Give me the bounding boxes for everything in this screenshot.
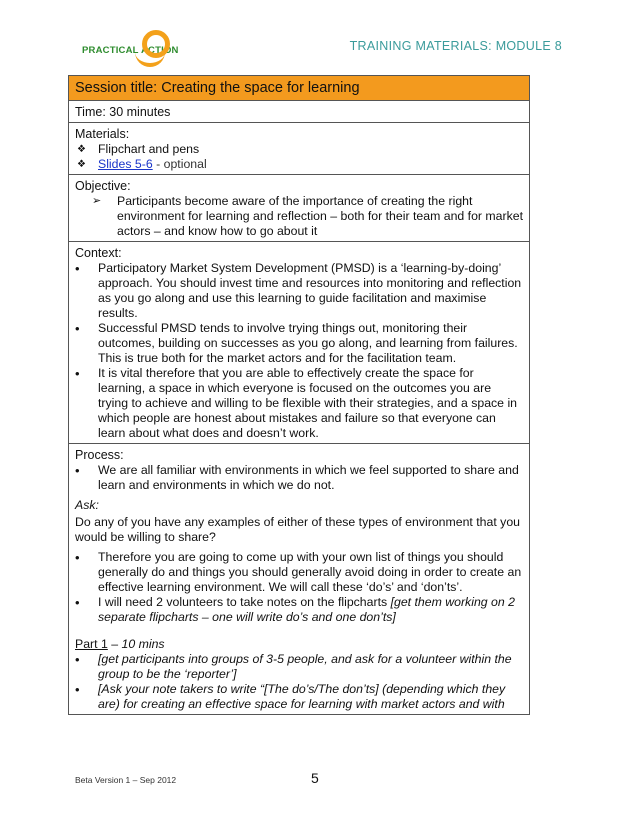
process-label: Process:	[75, 448, 124, 462]
part1-item-text: [get participants into groups of 3-5 people, and ask for a volunteer within the group to be the ‘reporter’]	[98, 652, 512, 681]
objective-list	[75, 194, 523, 239]
materials-item-text: Flipchart and pens	[98, 142, 200, 156]
objective-section	[69, 175, 529, 242]
context-item: • Participatory Market System Development (PMSD) is a ‘learning-by-doing’ approach. You should invest time and resources into monitoring and reflection as you go along and use this learning to guide facilitation and maximise results.	[75, 261, 523, 321]
materials-item	[75, 142, 523, 157]
ask-text: Do any of you have any examples of either of these types of environment that you would be willing to share?	[75, 515, 520, 544]
context-item: • Successful PMSD tends to involve trying things out, monitoring their outcomes, building on successes as you go along, and learning from failures. This is true both for the market actors and for the facilitation team.	[75, 321, 523, 366]
session-table	[68, 75, 530, 715]
context-list	[75, 261, 523, 441]
process-section	[69, 444, 529, 714]
slides-link[interactable]: Slides 5-6	[98, 157, 153, 171]
footer-version: Beta Version 1 – Sep 2012	[75, 775, 177, 785]
process-list-1	[75, 463, 523, 493]
part1-list	[75, 652, 523, 712]
ask-label	[75, 498, 523, 513]
module-heading: TRAINING MATERIALS: MODULE 8	[349, 39, 562, 53]
process-item-italic: [get them working on 2 separate flipcharts – one will write do’s and one don’ts]	[98, 595, 515, 624]
ask-label-text: Ask:	[75, 498, 99, 512]
objective-label: Objective:	[75, 179, 131, 193]
context-label: Context:	[75, 246, 122, 260]
session-time: Time: 30 minutes	[69, 101, 529, 123]
part1-time: 10 mins	[121, 637, 165, 651]
part1-dash: –	[107, 637, 122, 651]
context-item: • It is vital therefore that you are able to effectively create the space for learning, a space in which everyone is focused on the outcomes you are trying to achieve and willing to be flexible with their strategies, and a space in which people are honest about mistakes and failure so that everyone can learn about what does and doesn’t work.	[75, 366, 523, 441]
process-item: • We are all familiar with environments in which we feel supported to share and learn and environments in which we do not.	[75, 463, 523, 493]
process-item: • Therefore you are going to come up with your own list of things you should generally do and things you should generally avoid doing in order to create an effective learning environment. We will call these ‘do’s’ and ‘don’ts’.	[75, 550, 523, 595]
materials-label: Materials:	[75, 127, 130, 141]
part1-item	[75, 652, 523, 682]
materials-list	[75, 142, 523, 172]
part1-item	[75, 682, 523, 712]
logo-text: PRACTICAL ACTION	[82, 45, 179, 56]
part1-label: Part 1	[75, 637, 108, 651]
page-number: 5	[311, 770, 319, 786]
objective-item: ➢ Participants become aware of the importance of creating the right environment for learning and reflection – both for their team and for market actors – and know how to go about it	[75, 194, 523, 239]
part1-item-text: [Ask your note takers to write “[The do’s/The don’ts] (depending which they are) for creating an effective space for learning with market actors and with	[98, 682, 506, 711]
process-item	[75, 595, 523, 625]
logo-ring-icon	[142, 30, 170, 58]
process-list-2	[75, 550, 523, 625]
practical-action-logo	[82, 30, 178, 70]
materials-section	[69, 123, 529, 175]
context-section	[69, 242, 529, 444]
materials-item	[75, 157, 523, 172]
part1-heading	[75, 637, 523, 652]
session-title: Session title: Creating the space for learning	[69, 76, 529, 101]
process-item-plain: I will need 2 volunteers to take notes on the flipcharts	[98, 595, 391, 609]
optional-note: - optional	[152, 157, 207, 171]
